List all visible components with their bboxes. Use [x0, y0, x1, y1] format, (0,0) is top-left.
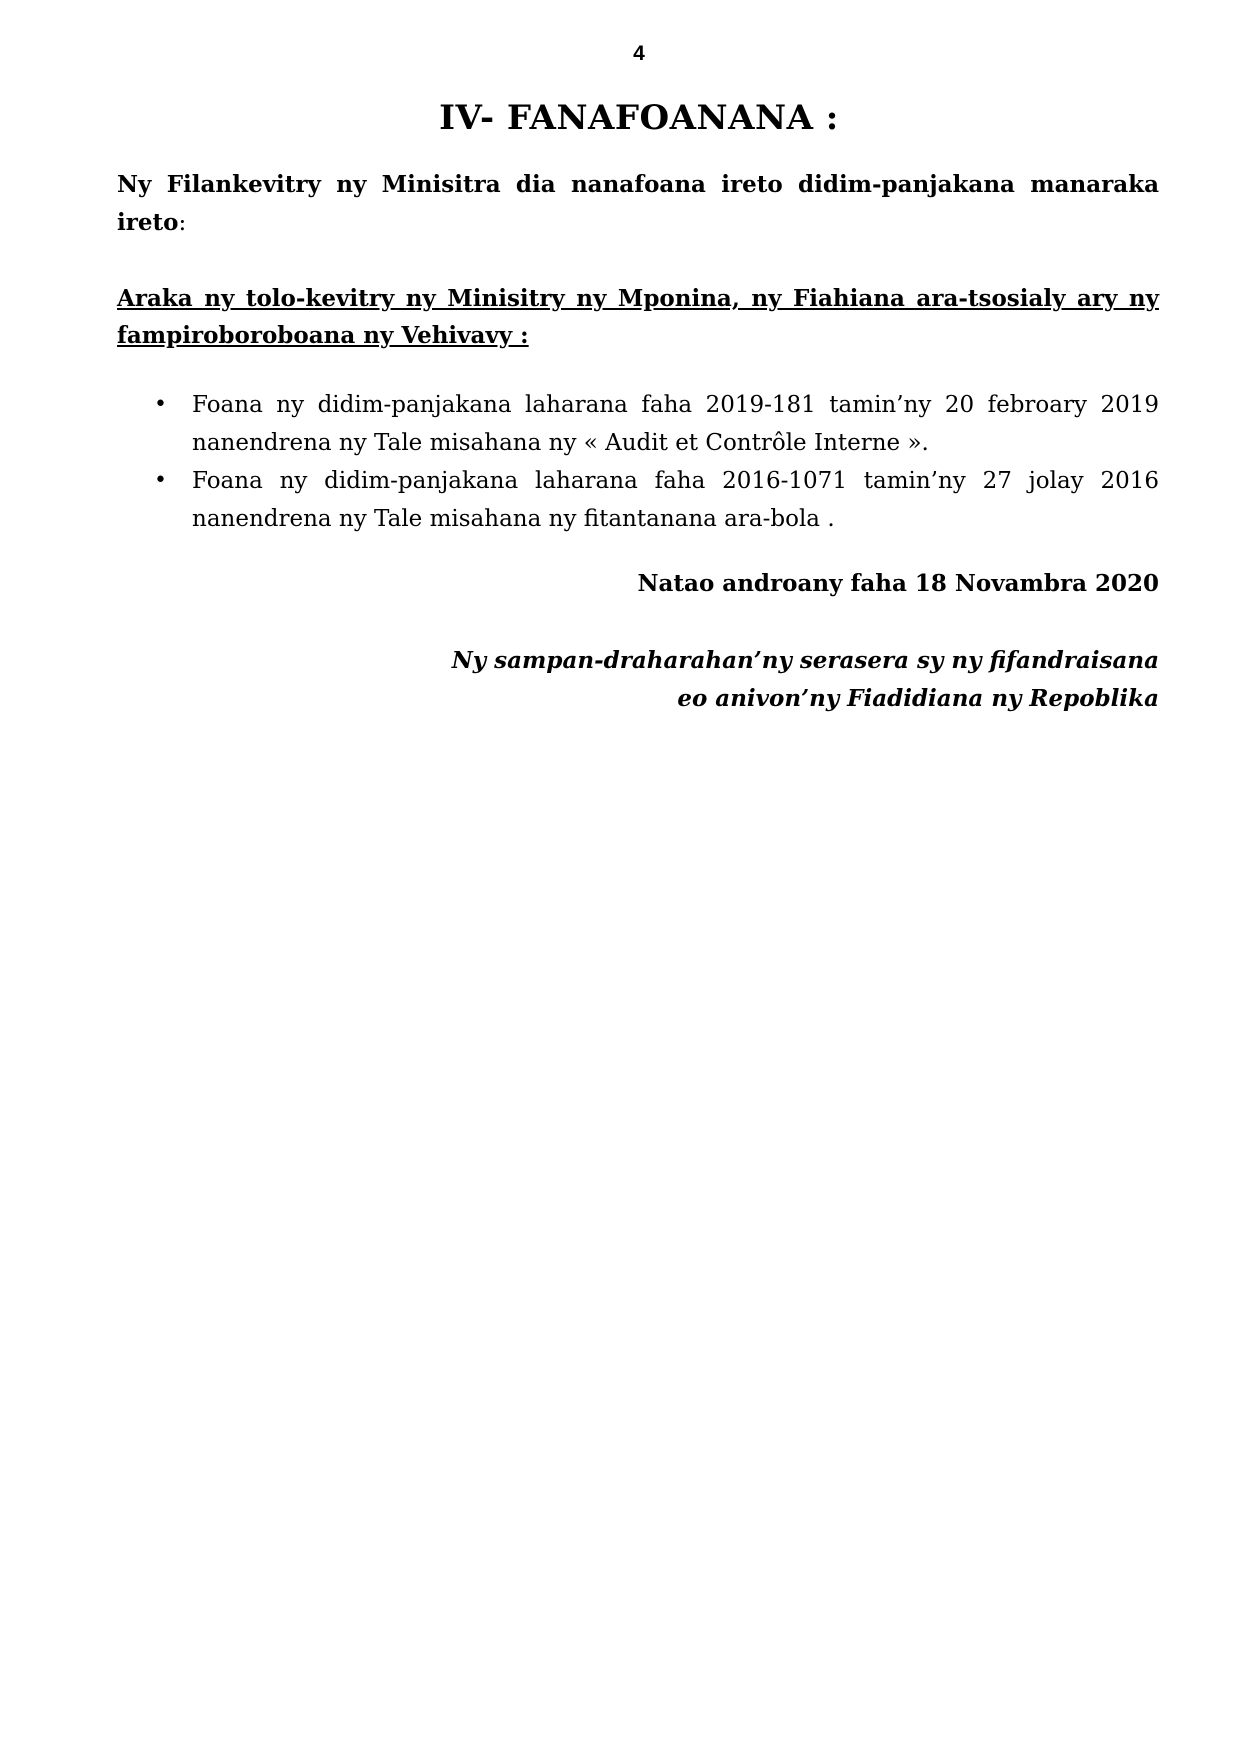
signature-block — [452, 642, 1159, 718]
bullet-icon: • — [154, 468, 167, 493]
bullet-icon: • — [154, 392, 167, 417]
signature-line-2: eo anivon’ny Fiadidiana ny Repoblika — [677, 685, 1159, 712]
page-number: 4 — [633, 42, 645, 65]
intro-text: Ny Filankevitry ny Minisitra dia nanafoana ireto didim-panjakana manaraka ireto — [117, 171, 1159, 236]
section-title: IV- FANAFOANANA : — [439, 98, 839, 138]
list-item-text: Foana ny didim-panjakana laharana faha 2016-1071 tamin’ny 27 jolay 2016 nanendrena ny Tale misahana ny fitantanana ara-bola . — [192, 468, 1159, 532]
intro-colon: : — [178, 210, 187, 236]
ministry-subheading: Araka ny tolo-kevitry ny Minisitry ny Mponina, ny Fiahiana ara-tsosialy ary ny fampiroboroboana ny Vehivavy : — [117, 285, 1159, 349]
date-line: Natao androany faha 18 Novambra 2020 — [637, 570, 1159, 597]
repeal-list — [117, 386, 1159, 538]
list-item-text: Foana ny didim-panjakana laharana faha 2019-181 tamin’ny 20 febroary 2019 nanendrena ny Tale misahana ny « Audit et Contrôle Interne ». — [192, 392, 1159, 456]
list-item — [117, 462, 1159, 538]
signature-line-1: Ny sampan-draharahan’ny serasera sy ny fifandraisana — [451, 647, 1159, 674]
intro-paragraph — [117, 166, 1159, 242]
list-item — [117, 386, 1159, 462]
